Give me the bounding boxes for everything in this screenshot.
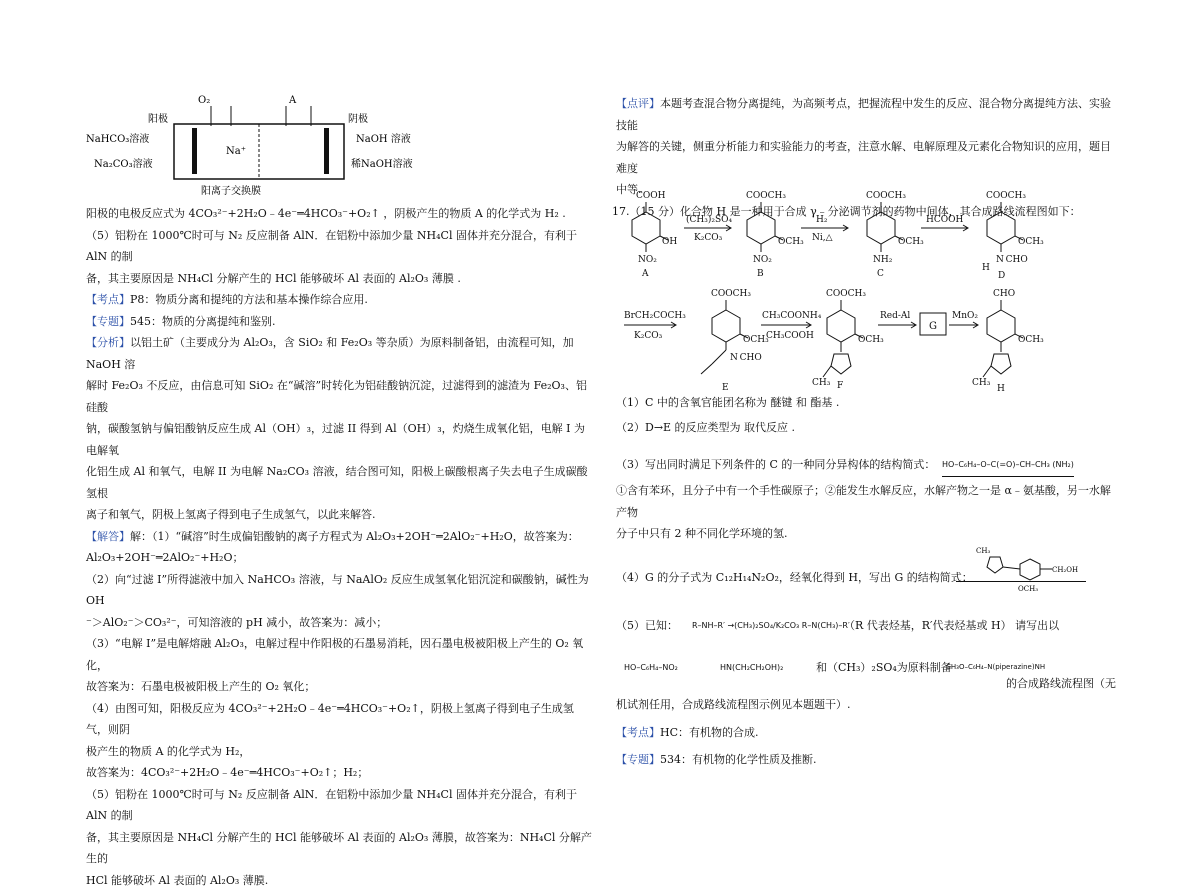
ring-c <box>867 212 895 244</box>
h-och3: OCH₃ <box>1018 335 1044 345</box>
left-line-19: 极产生的物质 A 的化学式为 H₂， <box>86 741 594 763</box>
q3-line: （3）写出同时满足下列条件的 C 的一种同分异构体的结构简式： <box>616 454 935 476</box>
g-ch2oh: CH₂OH <box>1052 566 1078 574</box>
b-och3: OCH₃ <box>778 237 804 247</box>
q5-intro: （5）已知： <box>616 615 678 637</box>
kaodian-2-text: HC：有机物的合成. <box>660 726 759 739</box>
d-och3: OCH₃ <box>1018 237 1044 247</box>
jieda-tag: 【解答】 <box>86 530 130 543</box>
left-line-10: 离子和氧气，阴极上氢离子得到电子生成氢气，以此来解答. <box>86 504 594 526</box>
left-line-16: 化， <box>86 655 594 677</box>
d-h: H <box>982 263 990 273</box>
label-e: E <box>722 383 729 393</box>
left-line-12: Al₂O₃+2OH⁻═2AlO₂⁻+H₂O； <box>86 547 594 569</box>
nahco3-label: NaHCO₃溶液 <box>86 132 149 145</box>
o2-label: O₂ <box>198 95 210 106</box>
ring-h <box>987 310 1015 342</box>
left-line-13: （2）向“过滤 I”所得滤液中加入 NaHCO₃ 溶液，与 NaAlO₂ 反应生成氢氧化铝沉淀和碳酸钠，碱性为 OH <box>86 569 594 612</box>
b-cooch3: COOCH₃ <box>746 191 786 201</box>
reagent-ef-top: CH₃COONH₄ <box>762 311 822 321</box>
reagent-fg-top: Red-Al <box>880 311 910 321</box>
c-cooch3: COOCH₃ <box>866 191 906 201</box>
ring-d <box>987 212 1015 244</box>
ring-e <box>712 310 740 342</box>
q4-line: （4）G 的分子式为 C₁₂H₁₄N₂O₂，经氧化得到 H，写出 G 的结构简式： <box>616 567 973 589</box>
label-a: A <box>641 269 649 279</box>
label-c: C <box>877 269 884 279</box>
right-line-3: 中等. <box>616 179 1116 201</box>
naoh-label: NaOH 溶液 <box>356 132 411 145</box>
q5-target: CH₃O–C₆H₄–N(piperazine)NH <box>946 657 1045 679</box>
jieda-line <box>86 526 594 548</box>
q3a-line: ①含有苯环，且分子中有一个手性碳原子；②能发生水解反应，水解产物之一是 α﹣氨基酸，另一水解产物 <box>616 480 1116 523</box>
h-cho: CHO <box>993 289 1015 299</box>
q5-reagent-row <box>616 647 1116 687</box>
cathode-label: 阴极 <box>348 112 368 125</box>
f-cooch3: COOCH₃ <box>826 289 866 299</box>
imidazole-f <box>831 354 851 374</box>
reagent-bc-top: H₂ <box>816 215 828 225</box>
ring-a <box>632 212 660 244</box>
e-ncho: N CHO <box>730 353 762 363</box>
reagent-ab-bottom: K₂CO₃ <box>694 233 723 243</box>
kaodian-2-tag: 【考点】 <box>616 726 660 739</box>
electrolysis-cell-svg <box>86 94 376 200</box>
q5-f-line: 机试剂任用，合成路线流程图示例见本题题干）. <box>616 694 1116 716</box>
reagent-gh-top: MnO₂ <box>952 311 978 321</box>
e-cooch3: COOCH₃ <box>711 289 751 299</box>
ring-b <box>747 212 775 244</box>
zhuanti-text: 545：物质的分离提纯和鉴别. <box>130 315 276 328</box>
reagent-ef-bottom: CH₃COOH <box>766 331 814 341</box>
left-line-1: 阳极的电极反应式为 4CO₃²⁻+2H₂O﹣4e⁻═4HCO₃⁻+O₂↑ ，阴极产生的物质 A 的化学式为 H₂ . <box>86 203 594 225</box>
kaodian-tag: 【考点】 <box>86 293 130 306</box>
q3-row <box>616 438 1116 466</box>
label-b: B <box>757 269 764 279</box>
g-ch3: CH₃ <box>976 547 990 555</box>
q5-tail: 的合成路线流程图（无 <box>616 673 1116 695</box>
zhuanti-tag: 【专题】 <box>86 315 130 328</box>
dianping-text: 本题考查混合物分离提纯，为高频考点，把握流程中发生的反应、混合物分离提纯方法、实验技能 <box>616 97 1111 132</box>
right-line-2: 为解答的关键，侧重分析能力和实验能力的考查，注意水解、电解原理及元素化合物知识的应用，题目难度 <box>616 136 1116 179</box>
label-d: D <box>998 271 1005 281</box>
membrane-label: 阳离子交换膜 <box>201 184 261 197</box>
q5-row <box>616 601 1116 647</box>
c-nh2: NH₂ <box>873 255 893 265</box>
zhuanti-2-text: 534：有机物的化学性质及推断. <box>660 753 817 766</box>
q5-start-2: HN(CH₂CH₂OH)₂ <box>720 657 783 679</box>
fenxi-tag: 【分析】 <box>86 336 130 349</box>
a-cooh: COOH <box>636 191 666 201</box>
dianping-tag: 【点评】 <box>616 97 660 110</box>
synthesis-scheme <box>616 182 1116 392</box>
dilute-naoh-label: 稀NaOH溶液 <box>351 157 413 170</box>
f-och3: OCH₃ <box>858 335 884 345</box>
e-och3: OCH₃ <box>743 335 769 345</box>
left-line-22: 备，其主要原因是 NH₄Cl 分解产生的 HCl 能够破坏 Al 表面的 Al₂O₃ 薄膜，故答案为：NH₄Cl 分解产生的 <box>86 827 594 870</box>
reagent-cd-top: HCOOH <box>926 215 963 225</box>
q5-rule: R–NH–R′ →(CH₃)₂SO₄/K₂CO₃ R–N(CH₃)–R′ <box>692 615 850 637</box>
q3b-line: 分子中只有 2 种不同化学环境的氢. <box>616 523 1116 545</box>
anode-label: 阳极 <box>148 112 168 125</box>
reagent-de-top: BrCH₂COCH₃ <box>624 311 686 321</box>
b-no2: NO₂ <box>753 255 772 265</box>
dianping-line <box>616 93 1116 136</box>
left-column <box>86 203 594 891</box>
left-line-3: 备，其主要原因是 NH₄Cl 分解产生的 HCl 能够破坏 Al 表面的 Al₂O₃ 薄膜 . <box>86 268 594 290</box>
a-oh: OH <box>662 237 677 247</box>
q5-reagent-text: 和（CH₃）₂SO₄为原料制备 <box>816 657 952 679</box>
left-line-23: HCl 能够破坏 Al 表面的 Al₂O₃ 薄膜. <box>86 870 594 891</box>
question-17: 17.（15 分）化合物 H 是一种用于合成 γ﹣分泌调节剂的药物中间体，其合成路线流程图如下： <box>612 201 1116 223</box>
na2co3-label: Na₂CO₃溶液 <box>94 157 153 170</box>
q2-line: （2）D→E 的反应类型为 取代反应 . <box>616 417 1116 439</box>
fenxi-line <box>86 332 594 375</box>
fenxi-text: 以铝土矿（主要成分为 Al₂O₃，含 SiO₂ 和 Fe₂O₃ 等杂质）为原料制备铝，由流程可知，加 NaOH 溶 <box>86 336 574 371</box>
q4-answer-blank <box>956 567 1086 582</box>
g-och3: OCH₃ <box>1018 585 1038 593</box>
left-line-20: 故答案为：4CO₃²⁻+2H₂O﹣4e⁻═4HCO₃⁻+O₂↑；H₂； <box>86 762 594 784</box>
electrolysis-cell-figure <box>86 94 376 200</box>
jieda-text: 解：（1）“碱溶”时生成偏铝酸钠的离子方程式为 Al₂O₃+2OH⁻═2AlO₂⁻+H₂O，故答案为： <box>130 530 579 543</box>
left-line-17: 故答案为：石墨电极被阳极上产生的 O₂ 氧化； <box>86 676 594 698</box>
left-line-2: （5）铝粉在 1000℃时可与 N₂ 反应制备 AlN．在铝粉中添加少量 NH₄Cl 固体并充分混合，有利于 AlN 的制 <box>86 225 594 268</box>
label-h: H <box>997 384 1005 394</box>
d-nhcho: N CHO <box>996 255 1028 265</box>
a-label: A <box>288 95 297 106</box>
left-line-8: 钠，碳酸氢钠与偏铝酸钠反应生成 Al（OH）₃，过滤 II 得到 Al（OH）₃，灼烧生成氧化铝，电解 I 为电解氧 <box>86 418 594 461</box>
reagent-ab-top: (CH₃)₂SO₄ <box>686 214 733 225</box>
ring-f <box>827 310 855 342</box>
d-cooch3: COOCH₃ <box>986 191 1026 201</box>
f-ch3: CH₃ <box>812 378 831 388</box>
reagent-bc-bottom: Ni,△ <box>812 233 833 243</box>
na-ion-label: Na⁺ <box>226 146 246 157</box>
kaodian-text: P8：物质分离和提纯的方法和基本操作综合应用. <box>130 293 368 306</box>
left-line-21: （5）铝粉在 1000℃时可与 N₂ 反应制备 AlN．在铝粉中添加少量 NH₄Cl 固体并充分混合，有利于 AlN 的制 <box>86 784 594 827</box>
left-line-14: ⁻＞AlO₂⁻＞CO₃²⁻，可知溶液的 pH 减小，故答案为：减小； <box>86 612 594 634</box>
zhuanti-2-tag: 【专题】 <box>616 753 660 766</box>
zhuanti-2-line <box>616 749 1116 771</box>
q3-structure: HO–C₆H₄–O–C(=O)–CH–CH₃ (NH₂) <box>942 454 1074 477</box>
synthesis-scheme-svg <box>616 182 1116 392</box>
reagent-de-bottom: K₂CO₃ <box>634 331 663 341</box>
left-line-15: （3）“电解 I”是电解熔融 Al₂O₃，电解过程中作阳极的石墨易消耗，因石墨电极被阳极上产生的 O₂ 氧 <box>86 633 594 655</box>
left-line-9: 化铝生成 Al 和氧气，电解 II 为电解 Na₂CO₃ 溶液，结合图可知，阳极上碳酸根离子失去电子生成碳酸氢根 <box>86 461 594 504</box>
left-line-18: （4）由图可知，阳极反应为 4CO₃²⁻+2H₂O﹣4e⁻═4HCO₃⁻+O₂↑，阴极上氢离子得到电子生成氢气，则阴 <box>86 698 594 741</box>
a-no2: NO₂ <box>638 255 657 265</box>
q4-row <box>616 545 1116 595</box>
imidazole-h <box>991 354 1011 374</box>
kaodian-line <box>86 289 594 311</box>
q5-start-1: HO–C₆H₄–NO₂ <box>624 657 678 679</box>
label-f: F <box>837 381 843 391</box>
right-column-questions <box>616 392 1116 771</box>
label-g: G <box>929 321 937 332</box>
left-line-7: 解时 Fe₂O₃ 不反应，由信息可知 SiO₂ 在“碱溶”时转化为铝硅酸钠沉淀，过滤得到的滤渣为 Fe₂O₃、铝硅酸 <box>86 375 594 418</box>
c-och3: OCH₃ <box>898 237 924 247</box>
kaodian-2-line <box>616 722 1116 744</box>
q1-line: （1）C 中的含氧官能团名称为 醚键 和 酯基 . <box>616 392 1116 414</box>
q5-condition: （R 代表烃基，R′代表烃基或 H） 请写出以 <box>844 615 1059 637</box>
h-ch3: CH₃ <box>972 378 991 388</box>
zhuanti-line <box>86 311 594 333</box>
